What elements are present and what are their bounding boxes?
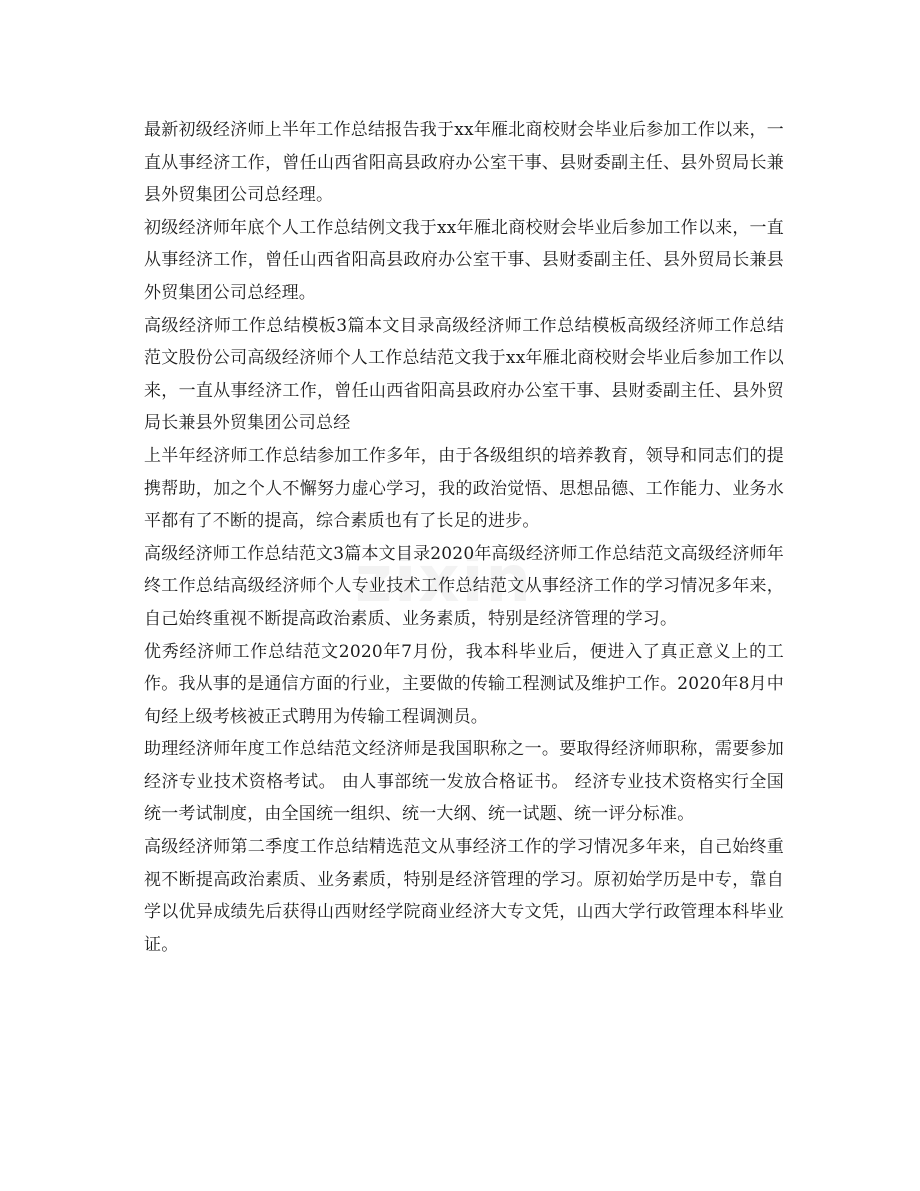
paragraph-3: 高级经济师工作总结模板3篇本文目录高级经济师工作总结模板高级经济师工作总结范文股份公司高级经济师个人工作总结范文我于xx年雁北商校财会毕业后参加工作以来，一直从事经济工作，曾任山西省阳高县政府办公室干事、县财委副主任、县外贸局长兼县外贸集团公司总经: [144, 315, 784, 434]
paragraph-4: 上半年经济师工作总结参加工作多年，由于各级组织的培养教育，领导和同志们的提携帮助，加之个人不懈努力虚心学习，我的政治觉悟、思想品德、工作能力、业务水平都有了不断的提高，综合素质也有了长足的进步。: [144, 445, 784, 532]
paragraph-7: 助理经济师年度工作总结范文经济师是我国职称之一。要取得经济师职称，需要参加经济专业技术资格考试。 由人事部统一发放合格证书。 经济专业技术资格实行全国统一考试制度，由全国统一组织、统一大纲、统一试题、统一评分标准。: [144, 739, 784, 825]
paragraph-2: 初级经济师年底个人工作总结例文我于xx年雁北商校财会毕业后参加工作以来，一直从事经济工作，曾任山西省阳高县政府办公室干事、县财委副主任、县外贸局长兼县外贸集团公司总经理。: [144, 217, 784, 303]
paragraph-5: 高级经济师工作总结范文3篇本文目录2020年高级经济师工作总结范文高级经济师年终工作总结高级经济师个人专业技术工作总结范文从事经济工作的学习情况多年来，自己始终重视不断提高政治素质、业务素质，特别是经济管理的学习。: [144, 543, 784, 629]
paragraph-8: 高级经济师第二季度工作总结精选范文从事经济工作的学习情况多年来，自己始终重视不断提高政治素质、业务素质，特别是经济管理的学习。原初始学历是中专，靠自学以优异成绩先后获得山西财经学院商业经济大专文凭，山西大学行政管理本科毕业证。: [144, 837, 784, 955]
watermark: zixin: [355, 543, 533, 617]
document-body: [144, 114, 784, 961]
paragraph-1: 最新初级经济师上半年工作总结报告我于xx年雁北商校财会毕业后参加工作以来，一直从事经济工作，曾任山西省阳高县政府办公室干事、县财委副主任、县外贸局长兼县外贸集团公司总经理。: [144, 120, 784, 206]
paragraph-6: 优秀经济师工作总结范文2020年7月份，我本科毕业后，便进入了真正意义上的工作。我从事的是通信方面的行业，主要做的传输工程测试及维护工作。2020年8月中旬经上级考核被正式聘用为传输工程调测员。: [144, 641, 784, 727]
